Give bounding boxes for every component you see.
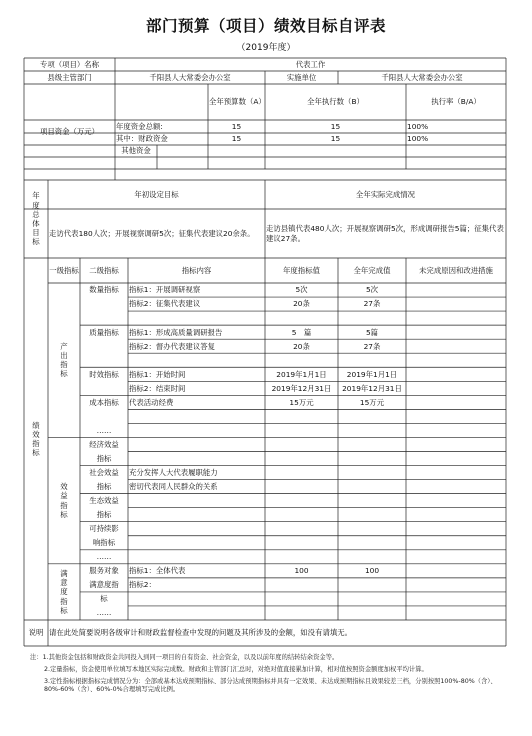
goals-initial-text: 走访代表180人次；开展视察调研5次；征集代表建议20余条。 [49, 228, 255, 238]
goals-actual [265, 209, 506, 258]
col-reason [406, 258, 506, 283]
indicator-target [265, 536, 338, 550]
goals-actual-label [265, 180, 506, 209]
unit-value-text: 千阳县人大常委会办公室 [381, 72, 463, 82]
level2-indicator-text: 标 [100, 594, 108, 604]
col-actual [338, 258, 406, 283]
indicator-target [265, 353, 338, 367]
indicator-target [265, 592, 338, 606]
level2-indicator [80, 325, 128, 339]
indicator-target [265, 311, 338, 325]
goals-initial-label [48, 180, 265, 209]
indicator-actual-text: 15万元 [359, 397, 385, 407]
indicator-actual-text: 5次 [365, 285, 379, 295]
level2-indicator [80, 437, 128, 451]
indicator-content-text: 指标2： [129, 580, 156, 590]
col-target [265, 258, 338, 283]
footnotes [30, 654, 500, 694]
perf-label-text: 绩效指标 [32, 420, 40, 458]
dept-value-text: 千阳县人大常委会办公室 [149, 72, 231, 82]
level2-indicator [80, 311, 128, 325]
indicator-actual-text: 2019年12月31日 [342, 383, 402, 393]
indicator-content [128, 536, 265, 550]
level2-indicator [80, 564, 128, 578]
indicator-actual [338, 578, 406, 592]
indicator-target [265, 423, 338, 437]
indicator-target [265, 325, 338, 339]
funds-row-label-text: 年度资金总额: [116, 121, 163, 131]
indicator-target-text: 5次 [295, 285, 308, 295]
indicator-actual [338, 550, 406, 564]
level2-indicator [80, 494, 128, 508]
level2-indicator-text: 社会效益 [89, 467, 119, 477]
level2-indicator-text: 成本指标 [89, 397, 119, 407]
indicator-target [265, 578, 338, 592]
indicator-content [128, 480, 265, 494]
level2-indicator-text: 生态效益 [89, 496, 119, 506]
unit-value [338, 71, 506, 84]
indicator-actual [338, 480, 406, 494]
unit-label-text: 实施单位 [286, 72, 317, 82]
indicator-content [128, 452, 265, 466]
funds-budget [208, 133, 265, 145]
indicator-target [265, 367, 338, 381]
goals-initial-label-text: 年初设定目标 [134, 189, 179, 199]
goals-label [24, 180, 48, 258]
indicator-target [265, 437, 338, 451]
indicator-actual [338, 325, 406, 339]
indicator-actual-text: 100 [364, 566, 380, 576]
dept-label [24, 71, 115, 84]
funds-rate-text: 100% [407, 134, 429, 144]
funds-rate-text: 100% [407, 121, 429, 131]
project-name-label [24, 58, 115, 71]
dept-value [115, 71, 265, 84]
indicator-target [265, 522, 338, 536]
level2-indicator [80, 409, 128, 423]
indicator-target-text: 20条 [293, 299, 310, 309]
indicator-content-text: 指标1：形成高质量调研报告 [129, 327, 223, 337]
indicator-actual-text: 27条 [363, 299, 381, 309]
remark-text [48, 620, 506, 646]
indicator-target [265, 480, 338, 494]
level2-indicator-text: 时效指标 [89, 369, 119, 379]
col-rate-text: 执行率（B/A） [431, 97, 481, 107]
level2-indicator-text: 指标 [96, 481, 112, 491]
indicator-content [128, 395, 265, 409]
indicator-actual [338, 452, 406, 466]
col-level1 [48, 258, 80, 283]
col-exec [265, 84, 406, 120]
funds-budget-text: 15 [231, 121, 242, 131]
indicator-target-text: 2019年12月31日 [271, 383, 332, 393]
indicator-content [128, 381, 265, 395]
funds-row-label-text: 其中：财政资金 [116, 134, 168, 144]
funds-row-label-text: 其他资金 [121, 146, 151, 156]
indicator-content [128, 283, 265, 297]
indicator-content [128, 578, 265, 592]
col-budget [208, 84, 265, 120]
level2-indicator-text: 质量指标 [89, 327, 119, 337]
col-rate [406, 84, 506, 120]
indicator-target [265, 381, 338, 395]
funds-row-label [115, 120, 208, 133]
indicator-content [128, 564, 265, 578]
output-indicator-label-text: 产出指标 [60, 341, 68, 379]
level2-indicator [80, 480, 128, 494]
project-name-value-text: 代表工作 [295, 59, 326, 69]
remark-label [24, 620, 48, 646]
indicator-target [265, 466, 338, 480]
remark-label-text: 说明 [28, 628, 44, 638]
indicator-target [265, 452, 338, 466]
indicator-content [128, 592, 265, 606]
indicator-content [128, 339, 265, 353]
indicator-target [265, 283, 338, 297]
indicator-content-text: 代表活动经费 [129, 397, 174, 407]
indicator-content-text: 指标2：征集代表建议 [129, 299, 201, 309]
funds-exec [265, 145, 406, 157]
indicator-target [265, 297, 338, 311]
indicator-actual [338, 367, 406, 381]
indicator-actual [338, 395, 406, 409]
perf-label [24, 258, 48, 620]
level2-indicator [80, 395, 128, 409]
level2-indicator-text: …… [96, 608, 112, 618]
col-level2 [80, 258, 128, 283]
funds-row-label [115, 145, 157, 157]
level2-indicator [80, 508, 128, 522]
indicator-actual [338, 437, 406, 451]
indicator-actual [338, 297, 406, 311]
indicator-target [265, 409, 338, 423]
indicator-content [128, 466, 265, 480]
level2-indicator [80, 283, 128, 297]
level2-indicator [80, 592, 128, 606]
level2-indicator [80, 367, 128, 381]
col-level1-text: 一级指标 [49, 265, 79, 275]
indicator-content [128, 494, 265, 508]
col-reason-text: 未完成原因和改进措施 [419, 265, 493, 275]
remark-text-text: 请在此处简要说明各级审计和财政监督检查中发现的问题及其所涉及的金额，如没有请填无。 [49, 628, 353, 638]
level2-indicator [80, 522, 128, 536]
funds-exec-text: 15 [330, 121, 341, 131]
footnote-3: 3.定性指标根据指标完成情况分为：全部或基本达成预期指标、部分达成预期指标并具有一定效果、未达成预期指标且效果较差三档，分别按照100%-80%（含）、80%-60%（含）、60%-0%合理填写完成比例。 [44, 678, 497, 693]
col-target-text: 年度指标值 [283, 265, 320, 275]
indicator-content [128, 353, 265, 367]
page-year: （2019年度） [236, 43, 296, 53]
indicator-target-text: 15万元 [289, 397, 314, 407]
indicator-target-text: 100 [294, 566, 309, 576]
indicator-content [128, 409, 265, 423]
indicator-content-text: 指标2：结束时间 [129, 383, 186, 393]
footnote-1: 注：1.其他资金包括和财政资金共同投入到同一项目的自有资金、社会资金，以及以前年度的结转结余资金等。 [30, 654, 339, 661]
indicator-content-text: 指标1：全体代表 [129, 566, 186, 576]
footnote-2: 2.定量指标，资金使用单位填写本地区实际完成数。财政和主管部门汇总时，对绝对值直接累加计算，相对值按照资金额度加权平均计算。 [44, 666, 428, 673]
indicator-target [265, 606, 338, 620]
goals-actual-label-text: 全年实际完成情况 [355, 189, 416, 199]
indicator-actual [338, 409, 406, 423]
indicator-actual [338, 353, 406, 367]
indicator-target [265, 494, 338, 508]
indicator-content-text: 密切代表同人民群众的关系 [129, 481, 218, 491]
satisfaction-indicator-label-text: 满意度指标 [60, 568, 68, 615]
indicator-actual [338, 283, 406, 297]
funds-budget [208, 145, 265, 157]
level2-indicator-text: 满意度指 [89, 580, 119, 590]
indicator-actual-text: 5篇 [365, 327, 379, 337]
indicator-actual [338, 339, 406, 353]
indicator-content [128, 311, 265, 325]
level2-indicator-text: …… [96, 425, 112, 435]
goals-actual-text: 走访县镇代表480人次；开展视察调研5次，形成调研报告5篇；征集代表建议27条。 [266, 224, 504, 243]
indicator-content [128, 297, 265, 311]
level2-indicator-text: 服务对象 [89, 566, 119, 576]
funds-row-label [115, 133, 208, 145]
indicator-content [128, 423, 265, 437]
funds-budget-text: 15 [231, 134, 242, 144]
indicator-actual [338, 423, 406, 437]
level2-indicator [80, 578, 128, 592]
funds-label [24, 84, 115, 180]
indicator-content [128, 437, 265, 451]
indicator-target [265, 550, 338, 564]
unit-label [265, 71, 338, 84]
indicator-actual [338, 466, 406, 480]
indicator-actual [338, 522, 406, 536]
funds-rate [406, 120, 506, 133]
level2-indicator-text: 指标 [96, 510, 112, 520]
indicator-target [265, 395, 338, 409]
page-title: 部门预算（项目）绩效目标自评表 [145, 16, 386, 35]
indicator-target-text: 5 篇 [291, 327, 312, 337]
col-level2-text: 二级指标 [89, 265, 119, 275]
dept-label-text: 县级主管部门 [47, 72, 92, 82]
indicator-target-text: 20条 [293, 341, 310, 351]
indicator-actual-text: 27条 [363, 341, 381, 351]
indicator-actual [338, 311, 406, 325]
indicator-content-text: 充分发挥人大代表履职能力 [129, 467, 218, 477]
indicator-actual [338, 494, 406, 508]
indicator-target [265, 564, 338, 578]
funds-rate [406, 133, 506, 145]
level2-indicator [80, 452, 128, 466]
indicator-actual [338, 564, 406, 578]
effect-indicator-label [48, 437, 80, 563]
funds-exec [265, 133, 406, 145]
indicator-content [128, 522, 265, 536]
funds-label-text: 项目资金（万元） [39, 127, 100, 137]
indicator-target-text: 2019年1月1日 [276, 369, 327, 379]
indicator-target [265, 339, 338, 353]
indicator-content-text: 指标1：开展调研视察 [129, 285, 201, 295]
col-content-text: 指标内容 [181, 265, 212, 275]
effect-indicator-label-text: 效益指标 [60, 482, 68, 519]
indicator-content-text: 指标2：督办代表建议答复 [129, 341, 216, 351]
funds-exec-text: 15 [330, 134, 341, 144]
level2-indicator [80, 381, 128, 395]
level2-indicator [80, 536, 128, 550]
indicator-content-text: 指标1：开始时间 [129, 369, 186, 379]
goals-label-text: 年度总体目标 [32, 191, 40, 247]
indicator-content [128, 508, 265, 522]
level2-indicator-text: 数量指标 [89, 285, 119, 295]
level2-indicator-text: 指标 [96, 453, 112, 463]
indicator-actual-text: 2019年1月1日 [346, 369, 398, 379]
indicator-content [128, 550, 265, 564]
output-indicator-label [48, 283, 80, 437]
col-actual-text: 全年完成值 [353, 265, 391, 275]
level2-indicator-text: 可持续影 [89, 524, 119, 534]
level2-indicator [80, 353, 128, 367]
level2-indicator [80, 423, 128, 437]
indicator-actual [338, 508, 406, 522]
project-name-label-text: 专项（项目）名称 [39, 59, 100, 69]
col-budget-text: 全年预算数（A） [209, 97, 266, 107]
col-content [128, 258, 265, 283]
level2-indicator [80, 550, 128, 564]
indicator-actual [338, 592, 406, 606]
indicator-actual [338, 381, 406, 395]
satisfaction-indicator-label [48, 564, 80, 620]
indicator-actual [338, 536, 406, 550]
col-exec-text: 全年执行数（B） [307, 97, 364, 107]
level2-indicator [80, 606, 128, 620]
level2-indicator-text: 经济效益 [89, 439, 119, 449]
funds-rate [406, 145, 506, 157]
indicator-target [265, 508, 338, 522]
level2-indicator-text: 响指标 [92, 538, 116, 548]
indicator-content [128, 325, 265, 339]
indicator-content [128, 367, 265, 381]
project-name-value [115, 58, 506, 71]
indicator-content [128, 606, 265, 620]
level2-indicator [80, 466, 128, 480]
level2-indicator [80, 297, 128, 311]
level2-indicator-text: …… [96, 552, 112, 562]
goals-initial [48, 209, 265, 258]
funds-exec [265, 120, 406, 133]
level2-indicator [80, 339, 128, 353]
funds-budget [208, 120, 265, 133]
indicator-actual [338, 606, 406, 620]
